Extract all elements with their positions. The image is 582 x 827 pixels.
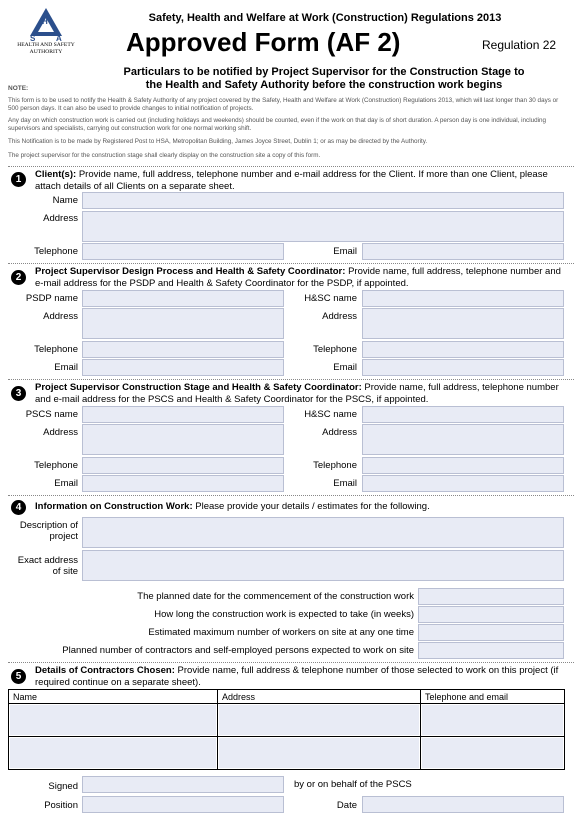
pscs-hsc-name-field[interactable] <box>362 406 564 423</box>
note-line-4: The project supervisor for the construction stage shall clearly display on the construction site a copy of this form. <box>8 152 321 159</box>
regulations-title: Safety, Health and Welfare at Work (Construction) Regulations 2013 <box>148 12 502 24</box>
description-label: Description of project <box>19 520 78 542</box>
section-2-number: 2 <box>11 270 26 285</box>
section-divider <box>8 263 574 264</box>
psdp-hsc-telephone-label: Telephone <box>313 344 357 355</box>
section-4-number: 4 <box>11 500 26 515</box>
contractor-address-cell[interactable] <box>218 704 421 737</box>
contractor-address-cell[interactable] <box>218 737 421 770</box>
section-2-title: Project Supervisor Design Process and Health & Safety Coordinator: <box>35 266 346 277</box>
section-4-heading <box>35 501 565 513</box>
pscs-hsc-address-field[interactable] <box>362 424 564 455</box>
pscs-name-field[interactable] <box>82 406 284 423</box>
psdp-telephone-field[interactable] <box>82 341 284 358</box>
site-address-label: Exact address of site <box>17 555 78 577</box>
pscs-hsc-name-label: H&SC name <box>304 409 357 420</box>
column-header-address: Address <box>218 690 421 704</box>
logo-caption: HEALTH AND SAFETY AUTHORITY <box>17 42 75 55</box>
psdp-address-label: Address <box>43 311 78 322</box>
note-line-1: This form is to be used to notify the Health & Safety Authority of any project covered by the Safety, Health and Welfare at Work (Construction) Regulations 2013, which will last longer than 30 days or 500 person days. It can also be used to provide changes to initial notification of projects. <box>8 97 559 112</box>
note-line-2: Any day on which construction work is carried out (including holidays and weekends) should be counted, even if the work on that day is of short duration. A person day is one individual, including supervisors and specialists, carrying out construction work for one normal working shift. <box>8 117 546 132</box>
logo-letter-a: A <box>56 34 62 43</box>
logo-letter-h: H <box>42 17 48 26</box>
date-field[interactable] <box>362 796 564 813</box>
max-workers-field[interactable] <box>418 624 564 641</box>
psdp-hsc-name-label: H&SC name <box>304 293 357 304</box>
psdp-hsc-address-field[interactable] <box>362 308 564 339</box>
pscs-hsc-telephone-field[interactable] <box>362 457 564 474</box>
table-row <box>9 737 565 770</box>
psdp-hsc-name-field[interactable] <box>362 290 564 307</box>
pscs-hsc-telephone-label: Telephone <box>313 460 357 471</box>
psdp-email-field[interactable] <box>82 359 284 376</box>
pscs-hsc-email-field[interactable] <box>362 475 564 492</box>
section-3-text: Provide name, full address, telephone number and e-mail address for the PSCS and Health & Safety Coordinator for the PSCS, if appointed. <box>35 382 559 405</box>
hsa-logo <box>8 6 84 56</box>
planned-date-label: The planned date for the commencement of the construction work <box>137 591 414 602</box>
contractors-count-field[interactable] <box>418 642 564 659</box>
psdp-hsc-address-label: Address <box>322 311 357 322</box>
section-1-number: 1 <box>11 172 26 187</box>
table-row <box>9 704 565 737</box>
planned-date-field[interactable] <box>418 588 564 605</box>
section-5-title: Details of Contractors Chosen: <box>35 665 175 676</box>
pscs-email-field[interactable] <box>82 475 284 492</box>
table-header-row <box>9 690 565 704</box>
pscs-address-field[interactable] <box>82 424 284 455</box>
date-label: Date <box>336 800 357 811</box>
position-label: Position <box>44 800 78 811</box>
section-3-number: 3 <box>11 386 26 401</box>
client-email-field[interactable] <box>362 243 564 260</box>
note-line-3: This Notification is to be made by Registered Post to HSA, Metropolitan Building, James Joyce Street, Dublin 1; or as may be directed by the Authority. <box>8 138 428 145</box>
section-4-title: Information on Construction Work: <box>35 501 193 512</box>
psdp-name-label: PSDP name <box>25 293 78 304</box>
column-header-telephone-email: Telephone and email <box>421 690 565 704</box>
description-field[interactable] <box>82 517 564 548</box>
form-title: Approved Form (AF 2) <box>126 27 401 57</box>
client-address-label: Address <box>43 213 78 224</box>
contractor-name-cell[interactable] <box>9 737 218 770</box>
duration-label: How long the construction work is expected to take (in weeks) <box>154 609 414 620</box>
contractor-contact-cell[interactable] <box>421 704 565 737</box>
signed-label: Signed <box>48 781 78 792</box>
pscs-address-label: Address <box>43 427 78 438</box>
psdp-hsc-telephone-field[interactable] <box>362 341 564 358</box>
contractor-contact-cell[interactable] <box>421 737 565 770</box>
psdp-name-field[interactable] <box>82 290 284 307</box>
section-4-text: Please provide your details / estimates for the following. <box>195 501 430 512</box>
section-1-heading <box>35 169 565 192</box>
section-divider <box>8 166 574 167</box>
column-header-name: Name <box>9 690 218 704</box>
logo-letter-s: S <box>30 34 36 43</box>
section-divider <box>8 662 574 663</box>
regulation-number: Regulation 22 <box>482 38 557 52</box>
pscs-telephone-field[interactable] <box>82 457 284 474</box>
section-divider <box>8 379 574 380</box>
client-telephone-field[interactable] <box>82 243 284 260</box>
position-field[interactable] <box>82 796 284 813</box>
signature-field[interactable] <box>82 776 284 793</box>
psdp-hsc-email-field[interactable] <box>362 359 564 376</box>
section-2-text: Provide name, full address, telephone number and e-mail address for the PSDP and Health & Safety Coordinator for the PSDP, if appointed. <box>35 266 561 289</box>
pscs-hsc-email-label: Email <box>333 478 357 489</box>
client-telephone-label: Telephone <box>34 246 78 257</box>
subtitle-line-1: Particulars to be notified by Project Supervisor for the Construction Stage to <box>123 66 525 78</box>
client-email-label: Email <box>333 246 357 257</box>
note-heading: NOTE: <box>8 85 29 92</box>
section-5-heading <box>35 665 565 688</box>
section-1-title: Client(s): <box>35 169 77 180</box>
subtitle-line-2: the Health and Safety Authority before the construction work begins <box>145 79 503 91</box>
section-1-text: Provide name, full address, telephone number and e-mail address for the Client. If more than one Client, please attach details of all Clients on a separate sheet. <box>35 169 548 192</box>
client-address-field[interactable] <box>82 211 564 242</box>
contractor-name-cell[interactable] <box>9 704 218 737</box>
max-workers-label: Estimated maximum number of workers on site at any one time <box>148 627 414 638</box>
behalf-text: by or on behalf of the PSCS <box>294 779 412 790</box>
site-address-field[interactable] <box>82 550 564 581</box>
pscs-name-label: PSCS name <box>25 409 78 420</box>
duration-field[interactable] <box>418 606 564 623</box>
section-5-number: 5 <box>11 669 26 684</box>
psdp-address-field[interactable] <box>82 308 284 339</box>
psdp-email-label: Email <box>54 362 78 373</box>
psdp-telephone-label: Telephone <box>34 344 78 355</box>
client-name-field[interactable] <box>82 192 564 209</box>
pscs-email-label: Email <box>54 478 78 489</box>
contractors-count-label: Planned number of contractors and self-employed persons expected to work on site <box>62 645 414 656</box>
section-3-title: Project Supervisor Construction Stage and Health & Safety Coordinator: <box>35 382 362 393</box>
client-name-label: Name <box>52 195 78 206</box>
section-2-heading <box>35 266 565 289</box>
pscs-hsc-address-label: Address <box>322 427 357 438</box>
section-divider <box>8 495 574 496</box>
contractors-table <box>8 689 565 770</box>
psdp-hsc-email-label: Email <box>333 362 357 373</box>
section-3-heading <box>35 382 565 405</box>
section-5-text: Provide name, full address & telephone number of those selected to work on this project (if required continue on a separate sheet). <box>35 665 559 688</box>
pscs-telephone-label: Telephone <box>34 460 78 471</box>
